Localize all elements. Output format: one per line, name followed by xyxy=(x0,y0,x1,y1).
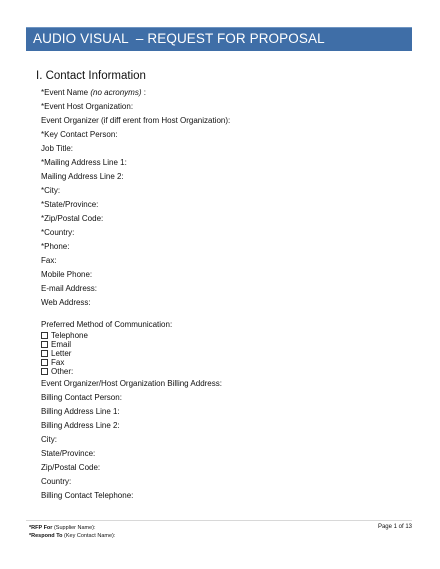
field-label-text: *Key Contact Person: xyxy=(41,130,118,139)
form-field-label xyxy=(41,421,222,435)
form-field-label xyxy=(41,393,222,407)
field-label-text: Job Title: xyxy=(41,144,74,153)
footer-divider xyxy=(26,520,412,521)
form-field-label xyxy=(41,144,230,158)
form-field-label xyxy=(41,172,230,186)
field-label-text: Web Address: xyxy=(41,298,91,307)
field-label-text: *State/Province: xyxy=(41,200,99,209)
communication-option[interactable] xyxy=(41,367,172,376)
field-label-text: Fax: xyxy=(41,256,57,265)
section-title: I. Contact Information xyxy=(36,70,146,82)
field-label-text: *City: xyxy=(41,186,61,195)
field-label-text: Zip/Postal Code: xyxy=(41,463,101,472)
field-label-text: *Mailing Address Line 1: xyxy=(41,158,127,167)
field-label-text: Billing Address Line 1: xyxy=(41,407,120,416)
billing-fields xyxy=(41,379,222,505)
checkbox-icon[interactable] xyxy=(41,332,48,339)
form-field-label xyxy=(41,186,230,200)
field-label-text: *Country: xyxy=(41,228,75,237)
communication-option[interactable] xyxy=(41,358,172,367)
form-field-label xyxy=(41,158,230,172)
form-field-label xyxy=(41,242,230,256)
form-field-label xyxy=(41,214,230,228)
form-field-label xyxy=(41,284,230,298)
form-field-label xyxy=(41,298,230,312)
form-field-label xyxy=(41,130,230,144)
field-label-text: Event Organizer/Host Organization Billing Address: xyxy=(41,379,222,388)
field-label-text: Country: xyxy=(41,477,72,486)
form-field-label xyxy=(41,407,222,421)
field-label-text: City: xyxy=(41,435,57,444)
form-field-label xyxy=(41,379,222,393)
field-label-text: *Event Host Organization: xyxy=(41,102,134,111)
form-field-label xyxy=(41,116,230,130)
preferred-communication-label: Preferred Method of Communication: xyxy=(41,320,173,329)
field-label-text: Event Organizer (if diff erent from Host Organization): xyxy=(41,116,231,125)
form-field-label xyxy=(41,270,230,284)
communication-option[interactable] xyxy=(41,349,172,358)
checkbox-icon[interactable] xyxy=(41,368,48,375)
checkbox-icon[interactable] xyxy=(41,350,48,357)
rfp-for-value: (Supplier Name): xyxy=(52,525,96,531)
communication-option-label: Other: xyxy=(51,367,74,376)
field-label-text: Billing Contact Telephone: xyxy=(41,491,134,500)
field-label-text: *Event Name xyxy=(41,88,91,97)
checkbox-icon[interactable] xyxy=(41,359,48,366)
form-field-label xyxy=(41,88,230,102)
respond-to-label: *Respond To xyxy=(29,533,63,539)
respond-to-value: (Key Contact Name): xyxy=(62,533,116,539)
form-field-label xyxy=(41,102,230,116)
form-field-label xyxy=(41,435,222,449)
field-label-text: *Zip/Postal Code: xyxy=(41,214,104,223)
form-field-label xyxy=(41,463,222,477)
communication-option[interactable] xyxy=(41,340,172,349)
rfp-for-label: *RFP For xyxy=(29,525,53,531)
field-label-text: Mobile Phone: xyxy=(41,270,93,279)
form-field-label xyxy=(41,228,230,242)
form-field-label xyxy=(41,256,230,270)
field-label-text: E-mail Address: xyxy=(41,284,98,293)
field-note: (no acronyms) xyxy=(90,88,142,97)
field-label-text: Mailing Address Line 2: xyxy=(41,172,124,181)
field-label-text: Billing Address Line 2: xyxy=(41,421,120,430)
field-label-text: Billing Contact Person: xyxy=(41,393,122,402)
document-title: AUDIO VISUAL – REQUEST FOR PROPOSAL xyxy=(33,31,325,46)
form-field-label xyxy=(41,477,222,491)
communication-option-label: Email xyxy=(51,340,72,349)
communication-option-label: Telephone xyxy=(51,331,88,340)
form-field-label xyxy=(41,449,222,463)
form-field-label xyxy=(41,200,230,214)
communication-option-label: Letter xyxy=(51,349,72,358)
contact-fields xyxy=(41,88,230,312)
preferred-communication xyxy=(41,320,172,376)
footer-info xyxy=(29,524,115,540)
field-suffix: : xyxy=(141,88,146,97)
page-number: Page 1 of 13 xyxy=(377,524,412,530)
checkbox-icon[interactable] xyxy=(41,341,48,348)
communication-option-label: Fax xyxy=(51,358,65,367)
document-header xyxy=(26,27,412,51)
field-label-text: State/Province: xyxy=(41,449,96,458)
communication-option[interactable] xyxy=(41,331,172,340)
form-field-label xyxy=(41,491,222,505)
field-label-text: *Phone: xyxy=(41,242,70,251)
